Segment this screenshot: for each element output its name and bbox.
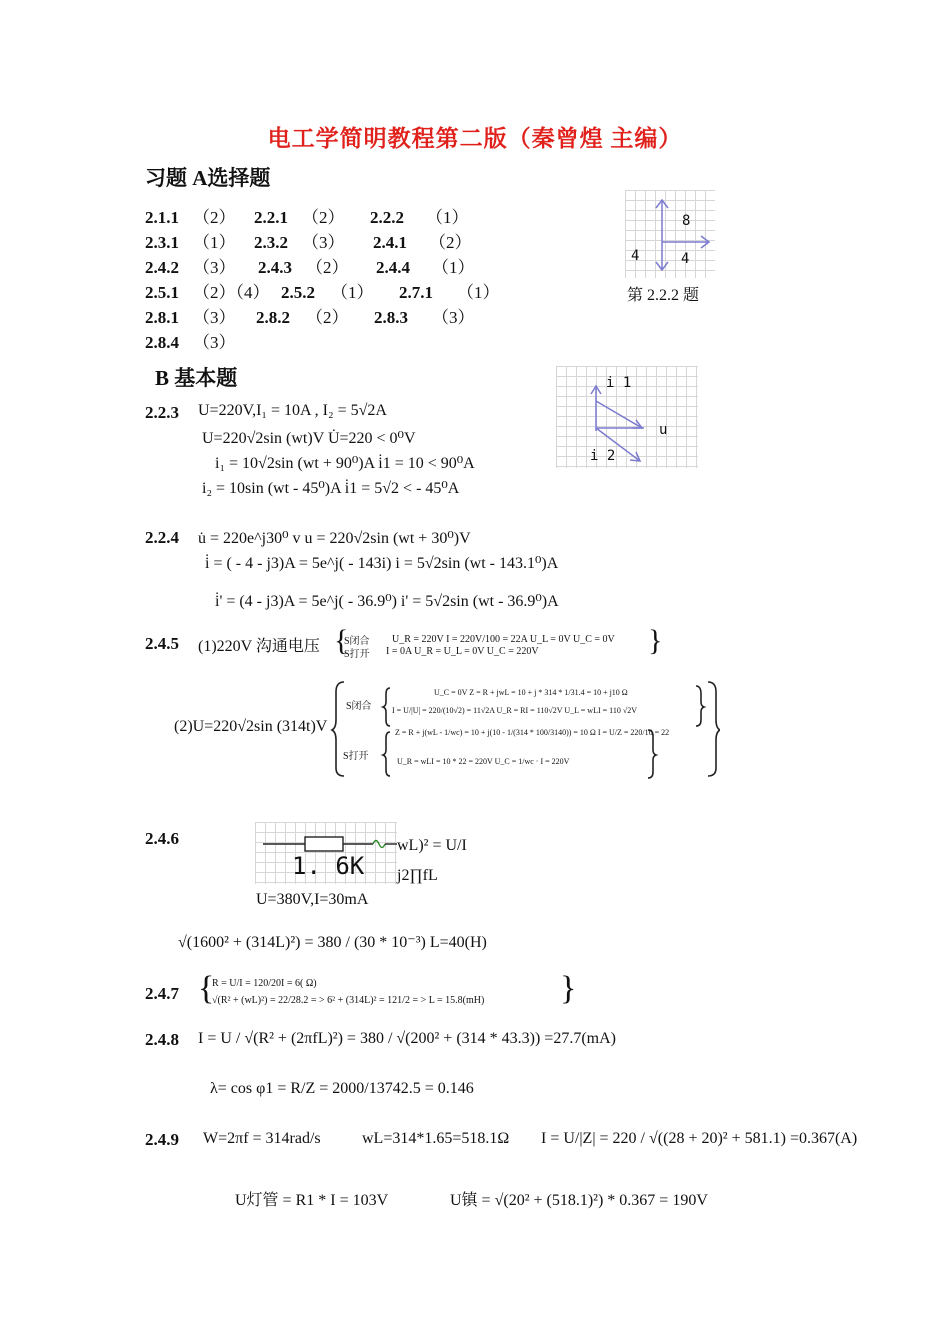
- equation-line: λ= cos φ1 = R/Z = 2000/13742.5 = 0.146: [210, 1080, 474, 1097]
- answer-value: （2）: [306, 308, 349, 327]
- section-b-heading: B 基本题: [155, 366, 238, 390]
- equation-line: U=220√2sin (wt)V U̇=220 < 0⁰V: [202, 430, 416, 447]
- equation-line: U_R = 220V I = 220V/100 = 22A U_L = 0V U_C = 0V: [392, 634, 615, 645]
- answer-value: （3）: [193, 308, 236, 327]
- equation-line: I = U / √(R² + (2πfL)²) = 380 / √(200² + (314 * 43.3)) =27.7(mA): [198, 1030, 616, 1047]
- problem-number: 2.4.5: [145, 634, 179, 653]
- switch-state-label: S打开: [344, 649, 370, 660]
- equation-line: (2)U=220√2sin (314t)V: [174, 718, 328, 735]
- question-number: 2.8.1: [145, 308, 179, 327]
- problem-number: 2.4.7: [145, 984, 179, 1003]
- equation-line: U灯管 = R1 * I = 103V: [235, 1192, 389, 1209]
- answer-value: （1）: [457, 283, 500, 302]
- question-number: 2.5.1: [145, 283, 179, 302]
- answer-row: [374, 303, 475, 328]
- figure-label: u: [659, 422, 668, 438]
- figure-caption: 第 2.2.2 题: [627, 287, 700, 304]
- answer-row: [145, 278, 270, 303]
- equation-line: wL=314*1.65=518.1Ω: [362, 1130, 510, 1147]
- answer-value: （3）: [302, 233, 345, 252]
- answer-row: [254, 203, 345, 228]
- question-number: 2.4.3: [258, 258, 292, 277]
- equation-fragment: wL)² = U/I: [397, 837, 467, 854]
- resistor-value: 1. 6K: [292, 852, 365, 880]
- equation-line: W=2πf = 314rad/s: [203, 1130, 321, 1147]
- answer-value: （1）: [331, 283, 374, 302]
- brace: }: [648, 624, 663, 657]
- section-a-heading: 习题 A选择题: [145, 166, 271, 190]
- equation-line: i̇ = ( - 4 - j3)A = 5e^j( - 143i) i = 5√2sin (wt - 143.1⁰)A: [205, 555, 559, 572]
- question-number: 2.8.4: [145, 333, 179, 352]
- question-number: 2.2.1: [254, 208, 288, 227]
- problem-number: 2.2.3: [145, 403, 179, 422]
- equation-line: √(R² + (wL)²) = 22/28.2 = > 6² + (314L)² = 121/2 = > L = 15.8(mH): [212, 995, 485, 1006]
- question-number: 2.4.1: [373, 233, 407, 252]
- figure-label: 8: [682, 213, 691, 229]
- answer-row: [254, 228, 345, 253]
- problem-number: 2.4.8: [145, 1030, 179, 1049]
- answer-value: （1）: [426, 208, 469, 227]
- answer-row: [281, 278, 374, 303]
- switch-state-label: S闭合: [346, 701, 372, 712]
- answer-value: （2）: [429, 233, 472, 252]
- problem-number: 2.4.9: [145, 1130, 179, 1149]
- equation-line: I = 0A U_R = U_L = 0V U_C = 220V: [386, 646, 539, 657]
- equation-line: i̇' = (4 - j3)A = 5e^j( - 36.9⁰) i' = 5√2sin (wt - 36.9⁰)A: [215, 593, 559, 610]
- answer-row: [373, 228, 472, 253]
- answer-value: （2）: [302, 208, 345, 227]
- answer-row: [145, 203, 236, 228]
- brace: {: [334, 624, 349, 657]
- question-number: 2.8.3: [374, 308, 408, 327]
- figure-label: i 2: [590, 448, 616, 464]
- question-number: 2.7.1: [399, 283, 433, 302]
- question-number: 2.3.2: [254, 233, 288, 252]
- answer-value: （2）: [306, 258, 349, 277]
- equation-line: I = U/|Z| = 220 / √((28 + 20)² + 581.1) =0.367(A): [541, 1130, 858, 1147]
- answer-value: （1）: [432, 258, 475, 277]
- equation-line: √(1600² + (314L)²) = 380 / (30 * 10⁻³) L=40(H): [178, 934, 487, 951]
- brace: }: [560, 970, 577, 1007]
- equation-line: U=380V,I=30mA: [256, 891, 369, 908]
- switch-state-label: S打开: [343, 751, 369, 762]
- answer-row: [145, 253, 236, 278]
- answer-row: [145, 328, 236, 353]
- question-number: 2.5.2: [281, 283, 315, 302]
- equation-line: u̇ = 220e^j30⁰ v u = 220√2sin (wt + 30⁰)V: [198, 530, 471, 547]
- equation-line: U_R = wLI = 10 * 22 = 220V U_C = 1/wc · I = 220V: [397, 757, 570, 766]
- question-number: 2.4.4: [376, 258, 410, 277]
- figure-label: 4: [681, 251, 690, 267]
- equation-fragment: j2∏fL: [397, 867, 438, 884]
- equation-line: U镇 = √(20² + (518.1)²) * 0.367 = 190V: [450, 1192, 708, 1209]
- equation-line: R = U/I = 120/20I = 6( Ω): [212, 978, 317, 989]
- equation-line: i₂ = 10sin (wt - 45⁰)A i̇1 = 5√2 < - 45⁰A: [202, 480, 460, 497]
- answer-value: （3）: [432, 308, 475, 327]
- equation-line: I = U/|U| = 220/(10√2) = 11√2A U_R = RI = 110√2V U_L = wLI = 110 √2V: [392, 706, 638, 715]
- answer-row: [145, 228, 236, 253]
- answer-row: [256, 303, 349, 328]
- equation-line: Z = R + j(wL - 1/wc) = 10 + j(10 - 1/(314 * 100/3140)) = 10 Ω I = U/Z = 220/10 = 22: [395, 728, 670, 737]
- question-number: 2.8.2: [256, 308, 290, 327]
- equation-line: i₁ = 10√2sin (wt + 90⁰)A i̇1 = 10 < 90⁰A: [215, 455, 475, 472]
- question-number: 2.4.2: [145, 258, 179, 277]
- problem-number: 2.2.4: [145, 528, 179, 547]
- answer-value: （3）: [193, 258, 236, 277]
- question-number: 2.3.1: [145, 233, 179, 252]
- figure-label: 4: [631, 248, 640, 264]
- switch-state-label: S闭合: [344, 636, 370, 647]
- answer-row: [376, 253, 475, 278]
- answer-value: （3）: [193, 333, 236, 352]
- figure-label: i 1: [606, 375, 632, 391]
- answer-row: [370, 203, 469, 228]
- answer-value: （2）: [193, 208, 236, 227]
- figure-2-2-2-phasor: [625, 190, 715, 278]
- question-number: 2.1.1: [145, 208, 179, 227]
- answer-value: （1）: [193, 233, 236, 252]
- equation-line: U=220V,I₁ = 10A , I₂ = 5√2A: [198, 402, 387, 419]
- answer-row: [145, 303, 236, 328]
- answer-row: [399, 278, 500, 303]
- brace: {: [198, 970, 215, 1007]
- equation-line: U_C = 0V Z = R + jwL = 10 + j * 314 * 1/31.4 = 10 + j10 Ω: [434, 688, 628, 697]
- equation-line: (1)220V 沟通电压: [198, 638, 320, 655]
- answer-value: （2）（4）: [193, 283, 270, 302]
- document-title: 电工学简明教程第二版（秦曾煌 主编）: [267, 126, 683, 151]
- problem-number: 2.4.6: [145, 829, 179, 848]
- answer-row: [258, 253, 349, 278]
- question-number: 2.2.2: [370, 208, 404, 227]
